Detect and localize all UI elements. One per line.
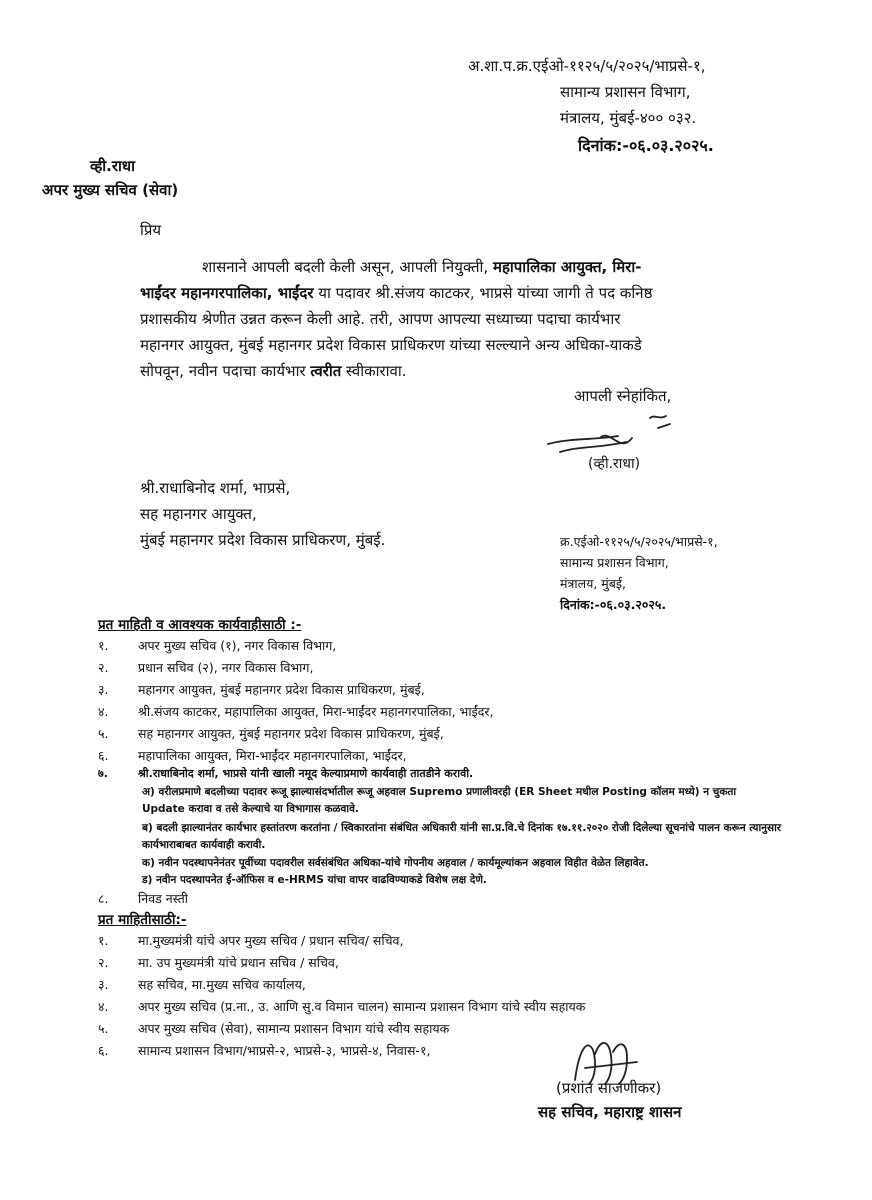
signatory-2-name: (प्रशांत साजणीकर)	[556, 1079, 662, 1097]
list-item: २. मा. उप मुख्यमंत्री यांचे प्रधान सचिव / सचिव,	[98, 955, 339, 970]
ref2-number: क्र.एईओ-११२५/५/२०२५/भाप्रसे-१,	[560, 534, 718, 549]
list-item: ३. सह सचिव, मा.मुख्य सचिव कार्यालय,	[98, 977, 306, 992]
sub-item-a: अ) वरीलप्रमाणे बदलीच्या पदावर रूजू झाल्यासंदर्भातील रूजू अहवाल Supremo प्रणालीवरही (ER Sheet मधील Posting कॉलम मध्ये) न चुकता Update करावा व तसे केल्याचे या विभागास कळवावे.	[142, 786, 737, 815]
signatory-1-name: (व्ही.राधा)	[588, 456, 641, 472]
list-item: ४. अपर मुख्य सचिव (प्र.ना., उ. आणि सु.व विमान चालन) सामान्य प्रशासन विभाग यांचे स्वीय सहायक	[98, 999, 586, 1014]
body-line-3: प्रशासकीय श्रेणीत उन्नत करून केली आहे. तरी, आपण आपल्या सध्याच्या पदाचा कार्यभार	[140, 310, 621, 328]
list-item: १. अपर मुख्य सचिव (१), नगर विकास विभाग,	[98, 638, 337, 653]
department-name: सामान्य प्रशासन विभाग,	[560, 83, 691, 101]
list-item: ६. सामान्य प्रशासन विभाग/भाप्रसे-२, भाप्रसे-३, भाप्रसे-४, निवास-१,	[98, 1043, 431, 1058]
list-item: २. प्रधान सचिव (२), नगर विकास विभाग,	[98, 660, 314, 675]
body-line-5: सोपवून, नवीन पदाचा कार्यभार त्वरीत स्वीकारावा.	[140, 362, 407, 380]
sender-designation: अपर मुख्य सचिव (सेवा)	[42, 181, 179, 199]
list-item: १. मा.मुख्यमंत्री यांचे अपर मुख्य सचिव / प्रधान सचिव/ सचिव,	[98, 933, 404, 948]
sender-name: व्ही.राधा	[90, 157, 136, 175]
list-item: ८. निवड नस्ती	[98, 891, 188, 906]
ref2-date: दिनांक:-०६.०३.२०२५.	[560, 597, 667, 612]
closing: आपली स्नेहांकित,	[574, 387, 672, 405]
list-item: ३. महानगर आयुक्त, मुंबई महानगर प्रदेश विकास प्राधिकरण, मुंबई,	[98, 682, 425, 697]
salutation: प्रिय	[140, 221, 162, 239]
list-item: ६. महापालिका आयुक्त, मिरा-भाईंदर महानगरपालिका, भाईंदर,	[98, 748, 407, 763]
addressee-name: श्री.राधाबिनोद शर्मा, भाप्रसे,	[140, 479, 291, 497]
copy-action-heading: प्रत माहिती व आवश्यक कार्यवाहीसाठी :-	[98, 617, 302, 633]
reference-number: अ.शा.प.क्र.एईओ-११२५/५/२०२५/भाप्रसे-१,	[468, 57, 706, 75]
copy-info-heading: प्रत माहितीसाठी:-	[98, 912, 187, 928]
letter-date: दिनांक:-०६.०३.२०२५.	[578, 136, 714, 155]
sub-item-c: क) नवीन पदस्थापनेनंतर पूर्वीच्या पदावरील सर्वसंबंधित अधिका-यांचे गोपनीय अहवाल / कार्यमूल्यांकन अहवाल विहीत वेळेत लिहावेत.	[142, 857, 649, 869]
list-item: ७. श्री.राधाबिनोद शर्मा, भाप्रसे यांनी खाली नमूद केल्याप्रमाणे कार्यवाही तातडीने करावी.	[98, 767, 474, 780]
sub-item-d: ड) नवीन पदस्थापनेत ई-ऑफिस व e-HRMS यांचा वापर वाढविण्याकडे विशेष लक्ष देणे.	[142, 874, 487, 886]
addressee-designation: सह महानगर आयुक्त,	[140, 505, 257, 523]
list-item: ५. अपर मुख्य सचिव (सेवा), सामान्य प्रशासन विभाग यांचे स्वीय सहायक	[98, 1021, 450, 1036]
body-line-2: भाईंदर महानगरपालिका, भाईंदर या पदावर श्री.संजय काटकर, भाप्रसे यांच्या जागी ते पद कनिष्ठ	[140, 284, 653, 302]
signatory-2-designation: सह सचिव, महाराष्ट्र शासन	[538, 1103, 682, 1121]
body-line-1: शासनाने आपली बदली केली असून, आपली नियुक्ती, महापालिका आयुक्त, मिरा-	[202, 258, 642, 276]
office-address: मंत्रालय, मुंबई-४०० ०३२.	[560, 109, 697, 127]
sub-item-b: ब) बदली झाल्यानंतर कार्यभार हस्तांतरण करतांना / स्विकारतांना संबंधित अधिकारी यांनी सा.प्र.वि.चे दिनांक १७.११.२०२० रोजी दिलेल्या सूचनांचे पालन करून त्यानुसार कार्यभाराबाबत कार्यवाही करावी.	[142, 822, 782, 851]
addressee-office: मुंबई महानगर प्रदेश विकास प्राधिकरण, मुंबई.	[140, 531, 386, 549]
letter-body	[140, 254, 780, 384]
list-item: ४. श्री.संजय काटकर, महापालिका आयुक्त, मिरा-भाईंदर महानगरपालिका, भाईंदर,	[98, 704, 494, 719]
ref2-address: मंत्रालय, मुंबई,	[560, 576, 627, 591]
list-item: ५. सह महानगर आयुक्त, मुंबई महानगर प्रदेश विकास प्राधिकरण, मुंबई,	[98, 726, 444, 741]
ref2-department: सामान्य प्रशासन विभाग,	[560, 555, 669, 570]
body-line-4: महानगर आयुक्त, मुंबई महानगर प्रदेश विकास प्राधिकरण यांच्या सल्ल्याने अन्य अधिका-याकडे	[140, 336, 642, 354]
